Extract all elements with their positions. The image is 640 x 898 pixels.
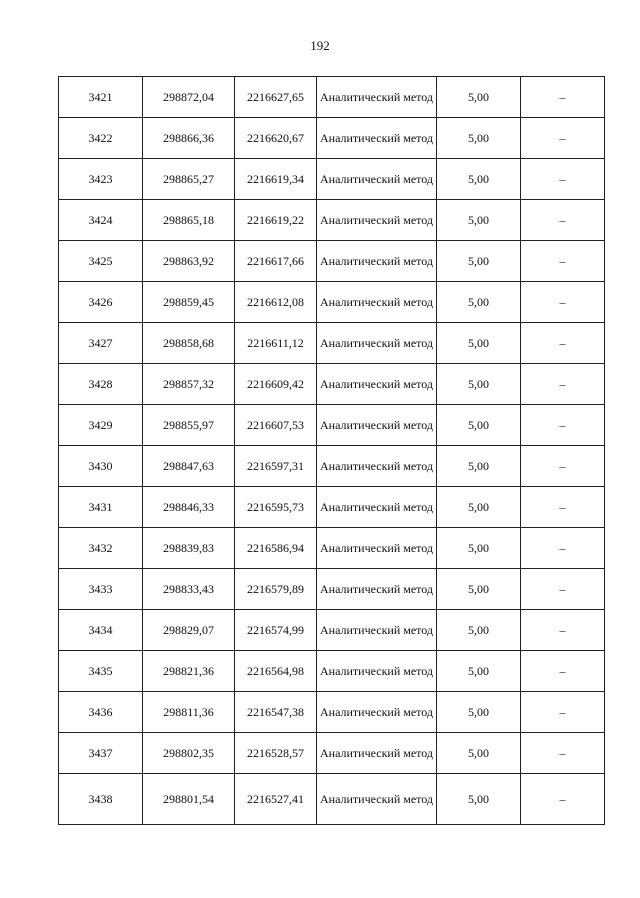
table-row xyxy=(59,569,605,610)
coordinate-y-cell: 2216611,12 xyxy=(235,323,317,364)
coordinate-x-cell: 298857,32 xyxy=(143,364,235,405)
note-cell: – xyxy=(521,241,605,282)
point-number-cell: 3429 xyxy=(59,405,143,446)
point-number-cell: 3432 xyxy=(59,528,143,569)
table-row xyxy=(59,241,605,282)
coordinate-y-cell: 2216579,89 xyxy=(235,569,317,610)
coordinate-x-cell: 298846,33 xyxy=(143,487,235,528)
method-cell: Аналитический метод xyxy=(317,651,437,692)
note-cell: – xyxy=(521,446,605,487)
note-cell: – xyxy=(521,692,605,733)
method-cell: Аналитический метод xyxy=(317,200,437,241)
table-row xyxy=(59,323,605,364)
coordinate-y-cell: 2216597,31 xyxy=(235,446,317,487)
accuracy-cell: 5,00 xyxy=(437,528,521,569)
point-number-cell: 3431 xyxy=(59,487,143,528)
method-cell: Аналитический метод xyxy=(317,692,437,733)
note-cell: – xyxy=(521,569,605,610)
page-number: 192 xyxy=(310,38,330,53)
point-number-cell: 3433 xyxy=(59,569,143,610)
coordinate-x-cell: 298833,43 xyxy=(143,569,235,610)
accuracy-cell: 5,00 xyxy=(437,364,521,405)
accuracy-cell: 5,00 xyxy=(437,446,521,487)
table-row xyxy=(59,487,605,528)
note-cell: – xyxy=(521,323,605,364)
point-number-cell: 3438 xyxy=(59,774,143,825)
coordinate-x-cell: 298821,36 xyxy=(143,651,235,692)
coordinate-y-cell: 2216619,22 xyxy=(235,200,317,241)
table-row xyxy=(59,528,605,569)
accuracy-cell: 5,00 xyxy=(437,323,521,364)
note-cell: – xyxy=(521,159,605,200)
table-row xyxy=(59,118,605,159)
coordinate-y-cell: 2216595,73 xyxy=(235,487,317,528)
method-cell: Аналитический метод xyxy=(317,610,437,651)
point-number-cell: 3423 xyxy=(59,159,143,200)
accuracy-cell: 5,00 xyxy=(437,77,521,118)
method-cell: Аналитический метод xyxy=(317,118,437,159)
method-cell: Аналитический метод xyxy=(317,733,437,774)
table-row xyxy=(59,405,605,446)
note-cell: – xyxy=(521,487,605,528)
point-number-cell: 3422 xyxy=(59,118,143,159)
accuracy-cell: 5,00 xyxy=(437,200,521,241)
coordinate-x-cell: 298839,83 xyxy=(143,528,235,569)
coordinate-y-cell: 2216586,94 xyxy=(235,528,317,569)
point-number-cell: 3435 xyxy=(59,651,143,692)
coordinate-x-cell: 298855,97 xyxy=(143,405,235,446)
coordinate-y-cell: 2216609,42 xyxy=(235,364,317,405)
method-cell: Аналитический метод xyxy=(317,487,437,528)
coordinate-y-cell: 2216547,38 xyxy=(235,692,317,733)
coordinate-x-cell: 298858,68 xyxy=(143,323,235,364)
method-cell: Аналитический метод xyxy=(317,405,437,446)
note-cell: – xyxy=(521,282,605,323)
accuracy-cell: 5,00 xyxy=(437,569,521,610)
coordinate-y-cell: 2216528,57 xyxy=(235,733,317,774)
table-row xyxy=(59,446,605,487)
accuracy-cell: 5,00 xyxy=(437,774,521,825)
coordinate-y-cell: 2216564,98 xyxy=(235,651,317,692)
coordinate-x-cell: 298872,04 xyxy=(143,77,235,118)
table-row xyxy=(59,364,605,405)
accuracy-cell: 5,00 xyxy=(437,405,521,446)
coordinate-y-cell: 2216620,67 xyxy=(235,118,317,159)
accuracy-cell: 5,00 xyxy=(437,118,521,159)
point-number-cell: 3428 xyxy=(59,364,143,405)
accuracy-cell: 5,00 xyxy=(437,487,521,528)
accuracy-cell: 5,00 xyxy=(437,282,521,323)
coordinate-y-cell: 2216612,08 xyxy=(235,282,317,323)
note-cell: – xyxy=(521,405,605,446)
method-cell: Аналитический метод xyxy=(317,282,437,323)
method-cell: Аналитический метод xyxy=(317,159,437,200)
point-number-cell: 3434 xyxy=(59,610,143,651)
note-cell: – xyxy=(521,77,605,118)
table-row xyxy=(59,692,605,733)
point-number-cell: 3421 xyxy=(59,77,143,118)
point-number-cell: 3425 xyxy=(59,241,143,282)
coordinate-x-cell: 298859,45 xyxy=(143,282,235,323)
coordinate-x-cell: 298865,27 xyxy=(143,159,235,200)
method-cell: Аналитический метод xyxy=(317,528,437,569)
coordinate-y-cell: 2216627,65 xyxy=(235,77,317,118)
coordinate-y-cell: 2216619,34 xyxy=(235,159,317,200)
coordinate-y-cell: 2216574,99 xyxy=(235,610,317,651)
point-number-cell: 3426 xyxy=(59,282,143,323)
accuracy-cell: 5,00 xyxy=(437,692,521,733)
method-cell: Аналитический метод xyxy=(317,364,437,405)
coordinate-x-cell: 298801,54 xyxy=(143,774,235,825)
table-row xyxy=(59,733,605,774)
table-row xyxy=(59,77,605,118)
coordinate-x-cell: 298829,07 xyxy=(143,610,235,651)
method-cell: Аналитический метод xyxy=(317,446,437,487)
coordinates-table xyxy=(58,76,605,825)
coordinates-table-body xyxy=(59,77,605,825)
note-cell: – xyxy=(521,610,605,651)
method-cell: Аналитический метод xyxy=(317,77,437,118)
method-cell: Аналитический метод xyxy=(317,323,437,364)
table-row xyxy=(59,200,605,241)
coordinate-x-cell: 298811,36 xyxy=(143,692,235,733)
coordinate-y-cell: 2216617,66 xyxy=(235,241,317,282)
point-number-cell: 3437 xyxy=(59,733,143,774)
method-cell: Аналитический метод xyxy=(317,774,437,825)
note-cell: – xyxy=(521,733,605,774)
method-cell: Аналитический метод xyxy=(317,569,437,610)
coordinate-y-cell: 2216527,41 xyxy=(235,774,317,825)
method-cell: Аналитический метод xyxy=(317,241,437,282)
note-cell: – xyxy=(521,774,605,825)
table-row xyxy=(59,774,605,825)
note-cell: – xyxy=(521,200,605,241)
accuracy-cell: 5,00 xyxy=(437,159,521,200)
coordinate-x-cell: 298866,36 xyxy=(143,118,235,159)
point-number-cell: 3424 xyxy=(59,200,143,241)
note-cell: – xyxy=(521,118,605,159)
table-row xyxy=(59,610,605,651)
coordinate-x-cell: 298865,18 xyxy=(143,200,235,241)
table-row xyxy=(59,159,605,200)
table-row xyxy=(59,282,605,323)
coordinate-y-cell: 2216607,53 xyxy=(235,405,317,446)
point-number-cell: 3430 xyxy=(59,446,143,487)
coordinate-x-cell: 298847,63 xyxy=(143,446,235,487)
coordinate-x-cell: 298863,92 xyxy=(143,241,235,282)
accuracy-cell: 5,00 xyxy=(437,241,521,282)
accuracy-cell: 5,00 xyxy=(437,651,521,692)
note-cell: – xyxy=(521,364,605,405)
point-number-cell: 3427 xyxy=(59,323,143,364)
accuracy-cell: 5,00 xyxy=(437,733,521,774)
point-number-cell: 3436 xyxy=(59,692,143,733)
accuracy-cell: 5,00 xyxy=(437,610,521,651)
note-cell: – xyxy=(521,528,605,569)
table-row xyxy=(59,651,605,692)
coordinate-x-cell: 298802,35 xyxy=(143,733,235,774)
note-cell: – xyxy=(521,651,605,692)
